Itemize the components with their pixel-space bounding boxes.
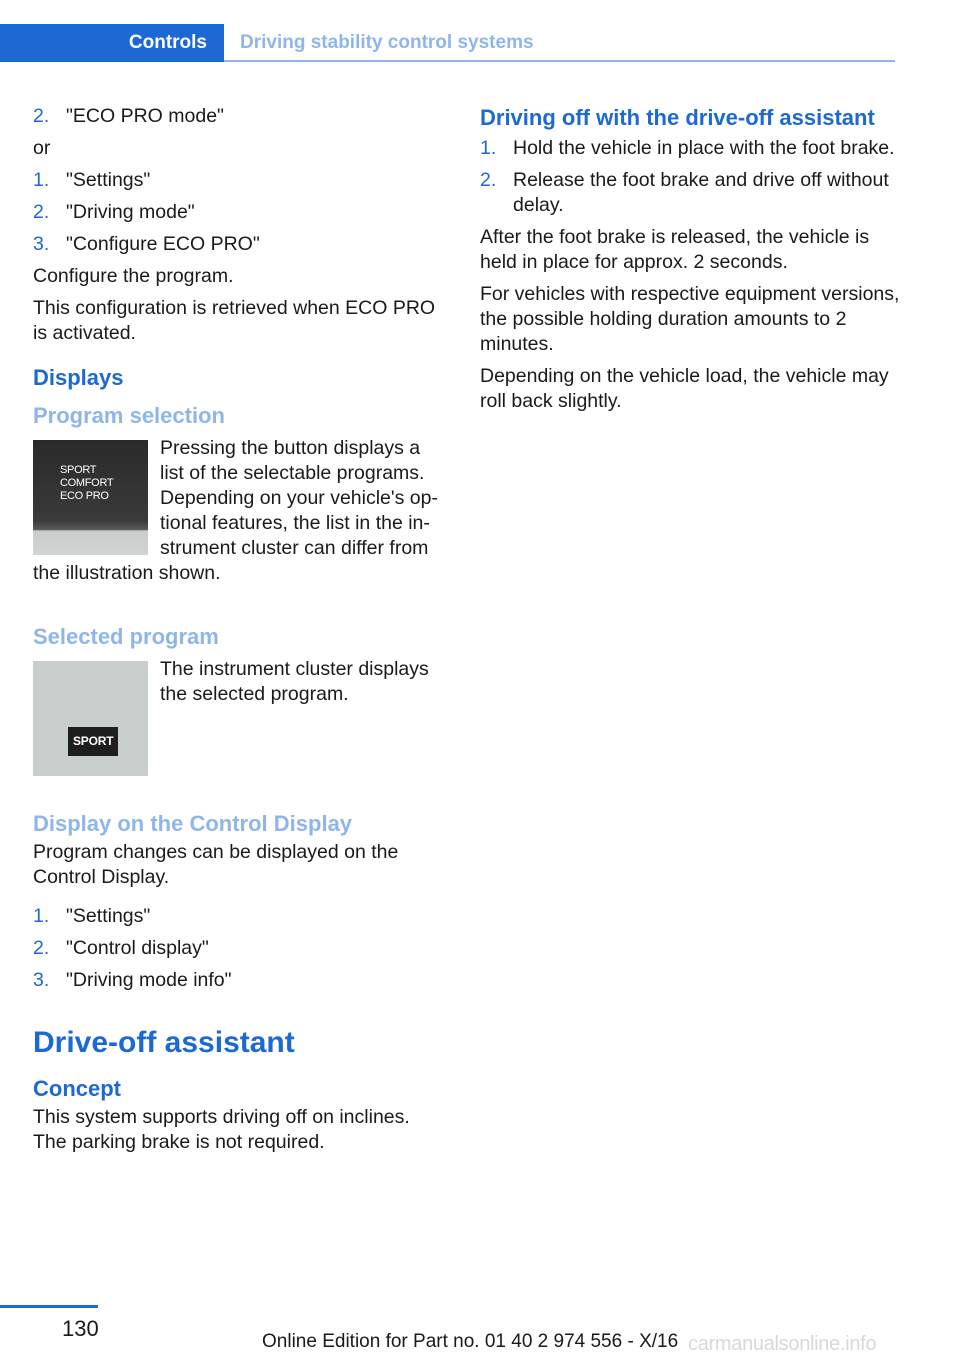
footer-rule	[0, 1305, 98, 1308]
list-text: Release the foot brake and drive off without delay.	[513, 169, 889, 216]
roll-back-text: Depending on the vehicle load, the vehicle may roll back slightly.	[480, 365, 889, 412]
or-text: or	[33, 137, 51, 159]
right-column	[480, 104, 900, 421]
program-label: ECO PRO	[60, 490, 109, 502]
page-header	[0, 24, 895, 62]
list-item	[33, 104, 448, 129]
program-selection-text: Pressing the button displays a list of the selectable programs. Depending on your vehicle's optional features, the list in the instrument cluster can differ from the illustration shown.	[33, 437, 438, 584]
displays-heading: Displays	[33, 365, 124, 390]
section-title: Driving stability control systems	[240, 32, 534, 53]
concept-heading: Concept	[33, 1076, 121, 1101]
selected-program-image	[33, 661, 148, 776]
list-text: "Driving mode"	[66, 201, 195, 223]
list-text: Hold the vehicle in place with the foot brake.	[513, 137, 895, 159]
eco-pro-list	[33, 104, 448, 129]
watermark: carmanualsonline.info	[688, 1333, 877, 1355]
retrieved-text: This configuration is retrieved when ECO PRO is activated.	[33, 297, 436, 344]
list-number: 3.	[33, 969, 50, 991]
list-item	[33, 232, 448, 257]
hold-duration-text: After the foot brake is released, the vehicle is held in place for approx. 2 seconds.	[480, 226, 870, 273]
selected-program-text: The instrument cluster displays the selected program.	[160, 658, 429, 705]
chapter-tab: Controls	[0, 24, 224, 62]
list-item	[33, 904, 448, 929]
edition-text: Online Edition for Part no. 01 40 2 974 556 - X/16	[262, 1331, 679, 1352]
program-selection-heading: Program selection	[33, 403, 225, 428]
concept-text: This system supports driving off on inclines. The parking brake is not required.	[33, 1106, 410, 1153]
list-number: 2.	[33, 937, 50, 959]
list-number: 1.	[33, 169, 50, 191]
list-text: "Settings"	[66, 169, 151, 191]
list-item	[480, 168, 900, 218]
program-label: COMFORT	[60, 477, 114, 489]
header-rule	[224, 60, 895, 62]
list-item	[33, 936, 448, 961]
list-number: 2.	[33, 201, 50, 223]
control-display-heading: Display on the Control Display	[33, 811, 353, 836]
settings-list	[33, 168, 448, 257]
program-selection-image	[33, 440, 148, 555]
list-text: "Configure ECO PRO"	[66, 233, 260, 255]
list-number: 3.	[33, 233, 50, 255]
page-number: 130	[62, 1316, 99, 1341]
configure-text: Configure the program.	[33, 265, 234, 287]
driving-off-heading: Driving off with the drive-off assistant	[480, 105, 875, 130]
control-display-list	[33, 904, 448, 993]
left-column	[33, 104, 448, 1162]
drive-off-assistant-heading: Drive-off assistant	[33, 1026, 295, 1059]
selected-program-heading: Selected program	[33, 624, 219, 649]
list-text: "Settings"	[66, 905, 151, 927]
list-number: 1.	[480, 137, 497, 159]
list-number: 2.	[480, 169, 497, 191]
list-text: "ECO PRO mode"	[66, 105, 224, 127]
list-item	[480, 136, 900, 161]
equipment-text: For vehicles with respective equipment versions, the possible holding duration amounts to 2 minutes.	[480, 283, 900, 355]
driving-off-list	[480, 136, 900, 218]
list-item	[33, 168, 448, 193]
sport-badge: SPORT	[68, 727, 118, 756]
list-item	[33, 968, 448, 993]
control-display-text: Program changes can be displayed on the Control Display.	[33, 841, 399, 888]
program-label: SPORT	[60, 464, 97, 476]
list-number: 2.	[33, 105, 50, 127]
list-item	[33, 200, 448, 225]
list-number: 1.	[33, 905, 50, 927]
program-list-graphic	[60, 464, 113, 503]
list-text: "Control display"	[66, 937, 209, 959]
list-text: "Driving mode info"	[66, 969, 232, 991]
